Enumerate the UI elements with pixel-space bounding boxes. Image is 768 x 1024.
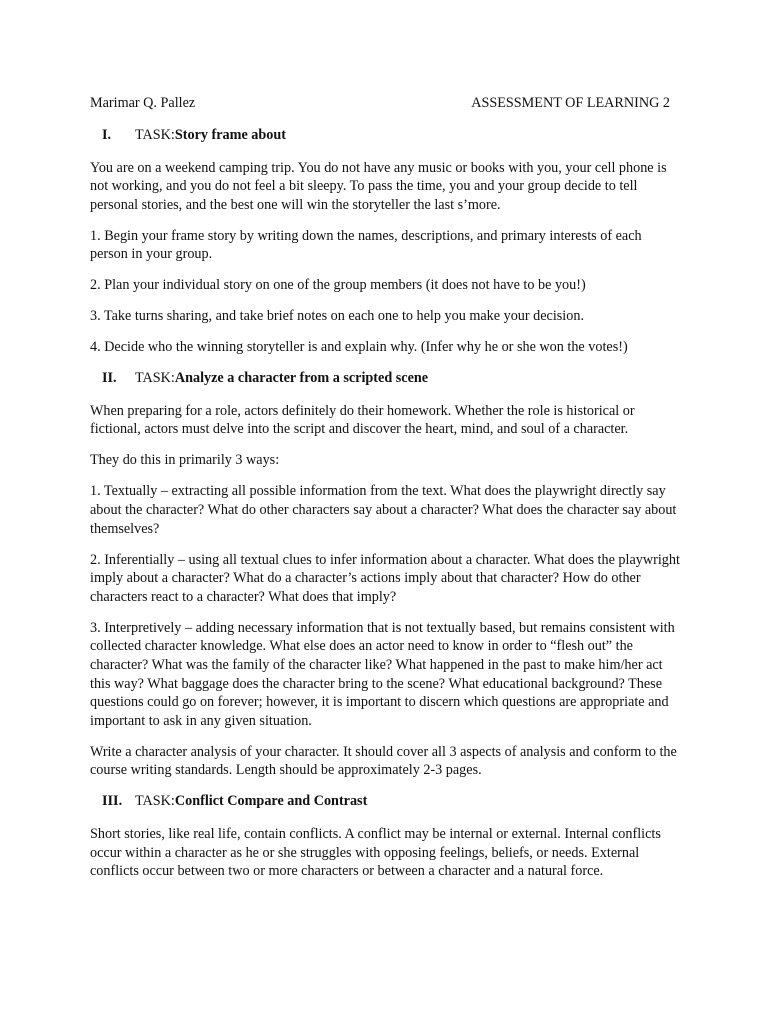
author-name: Marimar Q. Pallez <box>90 95 196 111</box>
document-title: ASSESSMENT OF LEARNING 2 <box>471 95 670 111</box>
section-2-title: Analyze a character from a scripted scene <box>174 370 429 387</box>
section-3-title: Conflict Compare and Contrast <box>174 793 368 810</box>
section-2-item-1: 1. Textually – extracting all possible information from the text. What does the playwright directly say about the character? What do other characters say about a character? What does the character say about themselves? <box>90 483 677 537</box>
section-3-task-prefix: TASK: <box>135 793 175 810</box>
section-1-intro: You are on a weekend camping trip. You do not have any music or books with you, your cell phone is not working, and you do not feel a bit sleepy. To pass the time, you and your group decide to tell personal stories, and the best one will win the storyteller the last s’more. <box>90 159 667 213</box>
section-3-heading <box>102 792 682 811</box>
section-2-task-prefix: TASK: <box>135 370 175 387</box>
section-1-numeral: I. <box>102 127 112 143</box>
section-2-intro: When preparing for a role, actors definitely do their homework. Whether the role is historical or fictional, actors must delve into the script and discover the heart, mind, and soul of a character. <box>90 402 635 438</box>
section-1-task-prefix: TASK: <box>135 127 175 143</box>
section-1-title: Story frame about <box>174 127 286 143</box>
section-2-item-3: 3. Interpretively – adding necessary information that is not textually based, but remains consistent with collected character knowledge. What else does an actor need to know in order to “flesh out” the character? What was the family of the character like? What happened in the past to make him/her act this way? What baggage does the character bring to the scene? What educational background? These questions could go on forever; however, it is important to discern which questions are appropriate and important to ask in any given situation. <box>90 619 675 729</box>
document-header <box>90 94 682 112</box>
section-1-item-1: 1. Begin your frame story by writing down the names, descriptions, and primary interests of each person in your group. <box>90 227 642 263</box>
section-3-numeral: III. <box>102 793 123 810</box>
section-2-numeral: II. <box>102 370 117 387</box>
section-2-ways: They do this in primarily 3 ways: <box>90 452 280 469</box>
section-3-intro: Short stories, like real life, contain conflicts. A conflict may be internal or external. Internal conflicts occur within a character as he or she struggles with opposing feelings, beliefs, or needs. External conflicts occur between two or more characters or between a character and a natural force. <box>90 825 661 880</box>
section-1-item-3: 3. Take turns sharing, and take brief notes on each one to help you make your decision. <box>90 308 584 325</box>
section-2-closing: Write a character analysis of your character. It should cover all 3 aspects of analysis and conform to the course writing standards. Length should be approximately 2-3 pages. <box>90 743 677 779</box>
section-1-item-2: 2. Plan your individual story on one of the group members (it does not have to be you!) <box>90 277 586 294</box>
section-2-item-2: 2. Inferentially – using all textual clues to infer information about a character. What does the playwright imply about a character? What do a character’s actions imply about that character? How do other characters react to a character? What does that imply? <box>90 551 680 605</box>
section-2-heading <box>102 369 682 388</box>
section-1-item-4: 4. Decide who the winning storyteller is and explain why. (Infer why he or she won the votes!) <box>90 339 628 356</box>
section-1-heading <box>102 126 682 145</box>
document-page <box>90 94 682 893</box>
